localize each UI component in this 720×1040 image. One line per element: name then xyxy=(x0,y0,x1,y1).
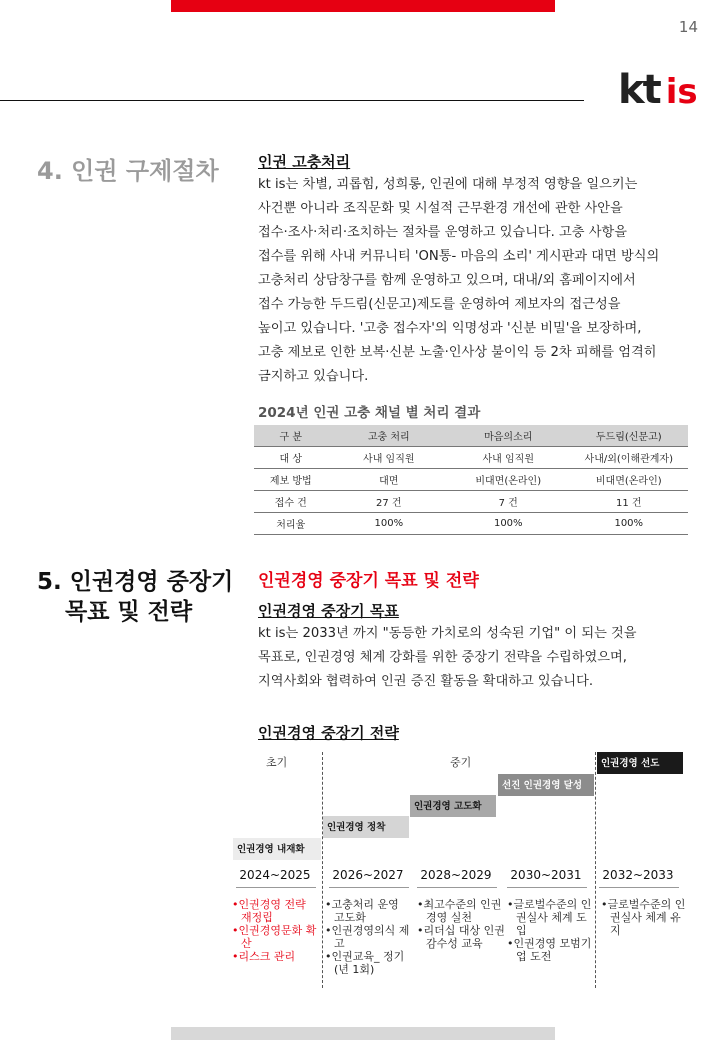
table-row xyxy=(254,447,688,469)
step-settlement: 인권경영 정착 xyxy=(323,816,409,838)
kt-is-logo: kt is xyxy=(618,67,698,113)
section4-title: 4. 인권 구제절차 xyxy=(37,157,219,185)
year-underline xyxy=(599,887,679,888)
year-label: 2030~2031 xyxy=(510,868,582,882)
list-item: •리스크 관리 xyxy=(232,950,296,963)
column-items-2028 xyxy=(417,898,507,950)
table-cell: 사내/외(이해관계자) xyxy=(570,447,688,469)
table-cell: 100% xyxy=(331,513,447,535)
list-item: •글로벌수준의 인권실사 체계 도입 xyxy=(507,898,592,937)
list-item: •최고수준의 인권경영 실천 xyxy=(417,898,502,924)
list-item: •인권경영 모범기업 도전 xyxy=(507,937,592,963)
table-cell: 100% xyxy=(450,513,566,535)
year-underline xyxy=(329,887,409,888)
year-label: 2032~2033 xyxy=(602,868,674,882)
table-header-row xyxy=(254,425,688,447)
table-header-cell: 마음의소리 xyxy=(450,425,566,447)
year-underline xyxy=(417,887,497,888)
year-underline xyxy=(236,887,316,888)
table-cell: 사내 임직원 xyxy=(450,447,566,469)
list-item: •고충처리 운영 고도화 xyxy=(325,898,399,924)
table-cell: 제보 방법 xyxy=(254,469,328,491)
bottom-bar xyxy=(171,1027,555,1040)
phase-divider xyxy=(322,752,323,988)
table-cell: 처리율 xyxy=(254,513,328,535)
table-row xyxy=(254,469,688,491)
table-cell: 100% xyxy=(570,513,688,535)
goal-heading: 인권경영 중장기 목표 xyxy=(258,602,399,620)
list-item: •글로벌수준의 인권실사 체계 유지 xyxy=(601,898,686,937)
table-row xyxy=(254,491,688,513)
list-item: •인권경영의식 제고 xyxy=(325,924,410,950)
phase-mid-label: 중기 xyxy=(450,756,472,769)
table-cell: 7 건 xyxy=(450,491,566,513)
section5-title: 5. 인권경영 중장기 목표 및 전략 xyxy=(37,569,234,625)
page-number: 14 xyxy=(678,18,698,36)
phase-early-label: 초기 xyxy=(266,756,288,769)
channel-results-table xyxy=(254,425,688,535)
table-cell: 11 건 xyxy=(570,491,688,513)
column-items-2026 xyxy=(325,898,411,976)
table-row xyxy=(254,513,688,535)
year-label: 2024~2025 xyxy=(239,868,311,882)
table-header-cell: 고충 처리 xyxy=(331,425,447,447)
column-items-2024 xyxy=(232,898,318,963)
column-items-2030 xyxy=(507,898,597,963)
column-items-2032 xyxy=(601,898,689,937)
section4-heading: 인권 고충처리 xyxy=(258,153,351,171)
section5-red-title: 인권경영 중장기 목표 및 전략 xyxy=(258,571,479,591)
step-advancement: 인권경영 고도화 xyxy=(410,795,496,817)
table-title: 2024년 인권 고충 채널 별 처리 결과 xyxy=(258,405,481,421)
table-cell: 대 상 xyxy=(254,447,328,469)
step-leadership: 인권경영 선도 xyxy=(597,752,683,774)
section4-paragraph: kt is는 차별, 괴롭힘, 성희롱, 인권에 대해 부정적 영향을 일으키는 사건뿐 아니라 조직문화 및 시설적 근무환경 개선에 관한 사안을 접수·조사·처리·조치하는 절차를 운영하고 있습니다. 고충 사항을 접수를 위해 사내 커뮤니티 'ON통- 마음의 소리' 게시판과 대면 방식의 고충처리 상담창구를 함께 운영하고 있으며, 대내/외 홈페이지에서 접수 가능한 두드림(신문고)제도를 운영하여 제보자의 접근성을 높이고 있습니다. '고충 접수자'의 익명성과 '신분 비밀'을 보장하며, 고충 제보로 인한 보복·신분 노출·인사상 불이익 등 2차 피해를 엄격히 금지하고 있습니다. xyxy=(258,177,660,384)
goal-paragraph: kt is는 2033년 까지 "동등한 가치로의 성숙된 기업" 이 되는 것을 목표로, 인권경영 체계 강화를 위한 중장기 전략을 수립하였으며, 지역사회와 협력하여 인권 증진 활동을 확대하고 있습니다. xyxy=(258,626,637,689)
table-header-cell: 두드림(신문고) xyxy=(570,425,688,447)
top-accent-bar xyxy=(171,0,555,12)
table-cell: 비대면(온라인) xyxy=(450,469,566,491)
list-item: •리더십 대상 인권 감수성 교육 xyxy=(417,924,505,950)
table-cell: 비대면(온라인) xyxy=(570,469,688,491)
table-cell: 대면 xyxy=(331,469,447,491)
list-item: •인권경영문화 확산 xyxy=(232,924,317,950)
year-underline xyxy=(507,887,587,888)
year-label: 2026~2027 xyxy=(332,868,404,882)
table-cell: 27 건 xyxy=(331,491,447,513)
table-header-cell: 구 분 xyxy=(254,425,328,447)
step-internalization: 인권경영 내재화 xyxy=(233,838,321,860)
list-item: •인권경영 전략 재정립 xyxy=(232,898,306,924)
year-label: 2028~2029 xyxy=(420,868,492,882)
header-divider xyxy=(0,100,584,101)
strategy-heading: 인권경영 중장기 전략 xyxy=(258,724,399,742)
table-cell: 접수 건 xyxy=(254,491,328,513)
list-item: •인권교육_ 정기(년 1회) xyxy=(325,950,405,976)
step-advanced-achievement: 선진 인권경영 달성 xyxy=(498,774,594,796)
table-cell: 사내 임직원 xyxy=(331,447,447,469)
